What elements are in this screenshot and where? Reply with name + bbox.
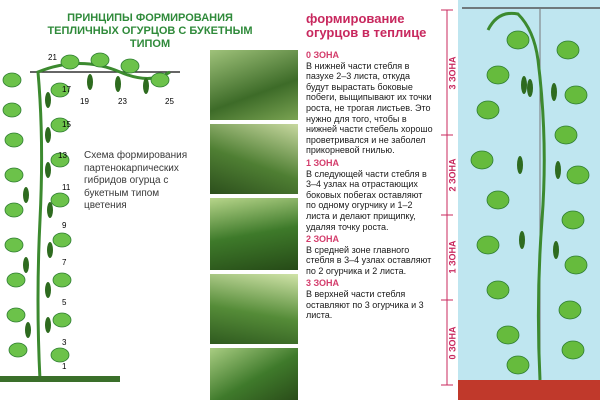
- node-number-17: 17: [62, 85, 71, 94]
- zone-text: В верхней части стебля оставляют по 3 огурчика и 3 листа.: [306, 289, 424, 321]
- photo-column: [210, 50, 298, 400]
- node-number-19: 19: [80, 97, 89, 106]
- node-number-1: 1: [62, 362, 67, 371]
- node-number-9: 9: [62, 221, 67, 230]
- zone-text: В средней зоне главного стебля в 3–4 узлах оставляют по 2 огурчика и 2 листа.: [306, 244, 432, 276]
- greenhouse-photo: [210, 124, 298, 194]
- zone-label: 0 ЗОНА: [447, 326, 458, 360]
- right-title-line1: формирование: [306, 11, 405, 26]
- zone-heading: 0 ЗОНА: [306, 50, 340, 60]
- scheme-description: Схема формирования партенокарпических гибридов огурца с букетным типом цветения: [84, 150, 188, 211]
- zone-heading: 1 ЗОНА: [306, 157, 340, 168]
- node-number-25: 25: [165, 97, 174, 106]
- node-number-15: 15: [62, 120, 71, 129]
- zone-heading: 2 ЗОНА: [306, 234, 340, 245]
- zone-label: 3 ЗОНА: [447, 56, 458, 90]
- greenhouse-plant-diagram: [458, 0, 600, 400]
- greenhouse-photo: [210, 50, 298, 120]
- right-title: [306, 12, 426, 40]
- zone-text: В следующей части стебля в 3–4 узлах на отрастающих боковых побегах оставляют по одному огурчику и 1–2 листа и делают прищипку, удаляя точку роста.: [306, 168, 427, 232]
- node-number-7: 7: [62, 258, 67, 267]
- greenhouse-photo: [210, 348, 298, 400]
- node-number-11: 11: [62, 183, 71, 192]
- node-number-5: 5: [62, 298, 67, 307]
- node-number-13: 13: [58, 151, 67, 160]
- left-title-line1: ПРИНЦИПЫ ФОРМИРОВАНИЯ: [67, 12, 233, 24]
- zone-label: 2 ЗОНА: [447, 158, 458, 192]
- node-number-23: 23: [118, 97, 127, 106]
- zone-text: В нижней части стебля в пазухе 2–3 листа, откуда будут вырастать боковые побеги, выщипывают их точки роста, не трогая листьев. Это нужно для того, чтобы в нижней части стебель хорошо проветривался и не заболел прикорневой гнилью.: [306, 60, 433, 156]
- zone-instructions: [306, 48, 434, 321]
- zone-heading: 3 ЗОНА: [306, 278, 340, 289]
- node-number-21: 21: [48, 53, 57, 62]
- left-title-line2: ТЕПЛИЧНЫХ ОГУРЦОВ С БУКЕТНЫМ ТИПОМ: [47, 25, 253, 50]
- node-number-3: 3: [62, 338, 67, 347]
- greenhouse-photo: [210, 198, 298, 270]
- zone-label: 1 ЗОНА: [447, 240, 458, 274]
- zone-labels: [436, 0, 458, 400]
- greenhouse-photo: [210, 274, 298, 344]
- right-title-line2: огурцов в теплице: [306, 25, 427, 40]
